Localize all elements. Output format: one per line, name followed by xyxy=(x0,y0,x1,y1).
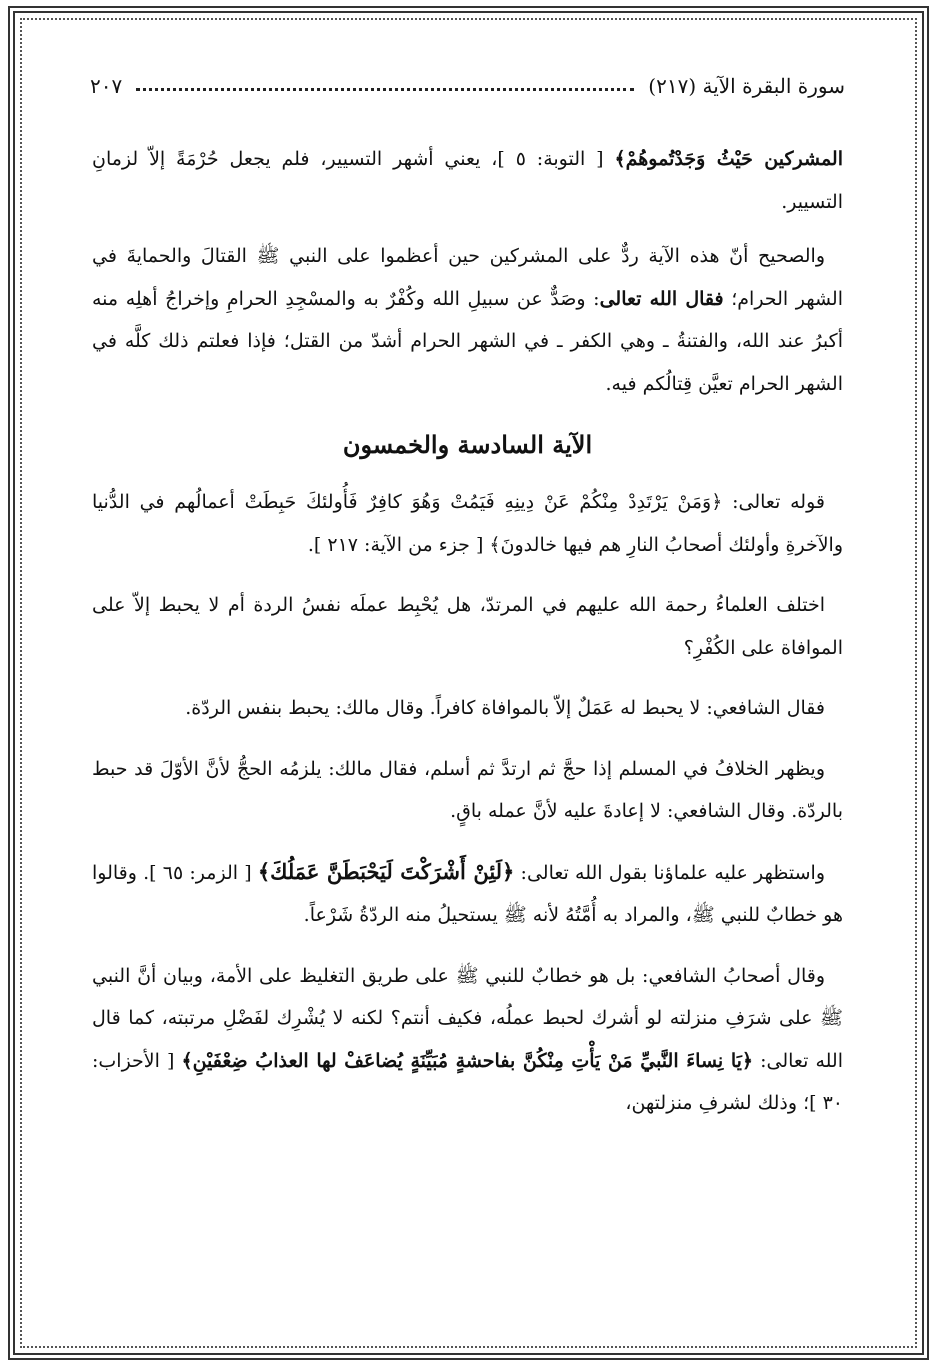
paragraph xyxy=(92,748,843,833)
paragraph-text: اختلف العلماءُ رحمة الله عليهم في المرتدّ، هل يُحْبِط عملَه نفسُ الردة أم لا يحبط إلاّ على الموافاة على الكُفْرِ؟ xyxy=(92,594,843,659)
paragraph xyxy=(92,138,843,223)
paragraph-text: [ الأحزاب: ٣٠ ]؛ وذلك لشرفِ منزلتهن، xyxy=(92,1049,843,1114)
paragraph-text: ويظهر الخلافُ في المسلم إذا حجَّ ثم ارتدَّ ثم أسلم، فقال مالك: يلزمُه الحجُّ لأنَّ الأوّلَ قد حبط بالردّة. وقال الشافعي: لا إعادةَ عليه لأنَّ عمله باقٍ. xyxy=(92,757,843,822)
paragraph xyxy=(92,584,843,669)
quran-quote: ﴿لَئِنْ أَشْرَكْتَ لَيَحْبَطَنَّ عَمَلُكَ﴾ xyxy=(257,858,515,884)
paragraph-text: [ التوبة: ٥ ]، يعني أشهر التسيير، فلم يجعل حُرْمَةً إلاّ لزمانِ التسيير. xyxy=(92,148,843,213)
section-heading: الآية السادسة والخمسون xyxy=(342,430,593,459)
emphasis-text: فقال الله تعالى xyxy=(599,287,724,310)
paragraph-text: [ الزمر: ٦٥ ]. وقالوا هو خطابٌ للنبي ﷺ، والمراد به أُمَّتُهُ لأنه ﷺ يستحيلُ منه الردّةُ شَرْعاً. xyxy=(92,861,843,926)
header-title: سورة البقرة الآية (٢١٧) xyxy=(648,74,845,98)
verse-reference: [ جزء من الآية: ٢١٧ ]. xyxy=(307,533,490,556)
header-dot-leader xyxy=(136,74,634,91)
paragraph-text: واستظهر عليه علماؤنا بقول الله تعالى: xyxy=(514,861,825,884)
paragraph xyxy=(92,955,843,1125)
paragraph xyxy=(92,235,843,405)
quran-quote: المشركين حَيْثُ وَجَدْتُموهُمْ﴾ xyxy=(614,148,844,170)
paragraph-text: : وصَدٌّ عن سبيلِ الله وكُفْرٌ به والمسْجِدِ الحرامِ وإخراجُ أهلِه منه أكبرُ عند الله، والفتنةُ ـ وهي الكفر ـ في الشهر الحرام أشدّ من القتل؛ فإذا فعلتم ذلك كلَّه في الشهر الحرام تعيَّن قِتالُكم فيه. xyxy=(92,287,843,395)
page-body xyxy=(92,138,843,1143)
paragraph xyxy=(92,687,843,730)
paragraph xyxy=(92,851,843,937)
quran-quote: ﴿وَمَنْ يَرْتَدِدْ مِنْكُمْ عَنْ دِينِهِ فَيَمُتْ وَهُوَ كافِرٌ فَأُولئكَ حَبِطَتْ أعمالُهم في الدُّنيا والآخرةِ وأولئك أصحابُ النارِ هم فيها خالدونَ﴾ xyxy=(92,491,843,556)
paragraph xyxy=(92,481,843,566)
paragraph-text: وقال أصحابُ الشافعي: بل هو خطابٌ للنبي ﷺ على طريق التغليظ على الأمة، وبيان أنَّ النبي ﷺ على شرَفِ منزلته لو أشرك لحبط عملُه، فكيف أنتم؟ لكنه لا يُشْرِك لفَضْلِ مرتبته، كما قال الله تعالى: xyxy=(92,964,843,1072)
paragraph-text: فقال الشافعي: لا يحبط له عَمَلٌ إلاّ بالموافاة كافراً. وقال مالك: يحبط بنفس الردّة. xyxy=(185,697,825,719)
running-header xyxy=(90,66,845,106)
paragraph-text: قوله تعالى: xyxy=(722,491,825,513)
quran-quote: ﴿يَا نِساءَ النَّبيِّ مَنْ يَأْتِ مِنْكُنَّ بفاحشةٍ مُبَيِّنَةٍ يُضاعَفْ لها العذابُ ضِعْفَيْنِ﴾ xyxy=(181,1049,754,1072)
paragraph-text: والصحيح أنّ هذه الآية ردٌّ على المشركين حين أعظموا على النبي ﷺ القتالَ والحمايةَ في الشهر الحرام؛ xyxy=(92,245,843,310)
page-number: ٢٠٧ xyxy=(90,74,123,98)
